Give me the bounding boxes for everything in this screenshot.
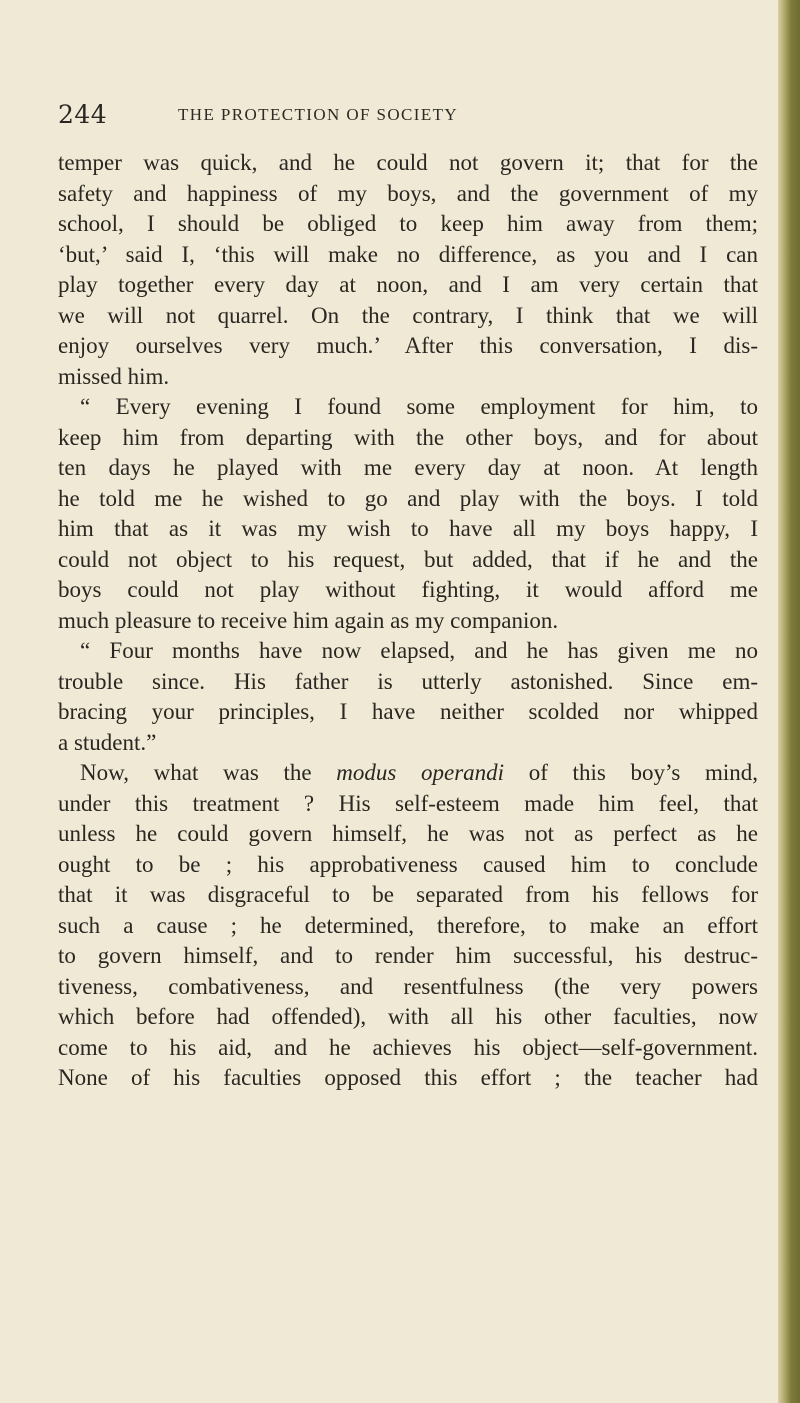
text-line: missed him. (58, 363, 170, 389)
text-line: tiveness, combativeness, and resentfulness (the very powers (58, 973, 758, 999)
text-line: boys could not play without fighting, it would afford me (58, 577, 758, 602)
text-line: safety and happiness of my boys, and the government of my (58, 180, 758, 206)
text-line: ten days he played with me every day at noon. At length (58, 455, 758, 480)
text-line: temper was quick, and he could not govern it; that for the (58, 150, 758, 175)
text-line: ‘but,’ said I, ‘this will make no difference, as you and I can (58, 241, 758, 267)
text-line: we will not quarrel. On the contrary, I think that we will (58, 302, 758, 328)
text-line: could not object to his request, but added, that if he and the (58, 546, 758, 572)
text-line: such a cause ; he determined, therefore, to make an effort (58, 912, 758, 938)
text-line: trouble since. His father is utterly astonished. Since em- (58, 668, 758, 694)
text-line: much pleasure to receive him again as my companion. (58, 607, 559, 633)
text-line: ought to be ; his approbativeness caused him to conclude (58, 851, 758, 877)
text-line: under this treatment ? His self-esteem made him feel, that (58, 790, 758, 816)
italic-phrase: modus operandi (336, 760, 505, 785)
text-line: to govern himself, and to render him successful, his destruc- (58, 943, 758, 968)
text-line: which before had offended), with all his other faculties, now (58, 1004, 758, 1029)
running-head: THE PROTECTION OF SOCIETY (178, 105, 459, 124)
body-text (58, 148, 758, 1094)
text-line: play together every day at noon, and I am very certain that (58, 272, 758, 297)
text-line: school, I should be obliged to keep him away from them; (58, 211, 758, 236)
text-line: bracing your principles, I have neither scolded nor whipped (58, 699, 758, 724)
text-line-modus-operandi: Now, what was the modus operandi of this boy’s mind, (80, 760, 758, 785)
page-number: 244 (58, 100, 108, 129)
text-line: he told me he wished to go and play with the boys. I told (58, 485, 758, 511)
text-line: come to his aid, and he achieves his object—self-government. (58, 1034, 758, 1060)
text-line: None of his faculties opposed this effort ; the teacher had (58, 1065, 758, 1090)
page-edge-shadow (778, 0, 800, 1403)
text-line: enjoy ourselves very much.’ After this conversation, I dis- (58, 333, 758, 358)
text-line: a student.” (58, 729, 157, 755)
page-header (58, 100, 758, 140)
text-line: unless he could govern himself, he was not as perfect as he (58, 821, 758, 846)
text-line: “ Every evening I found some employment for him, to (80, 394, 758, 419)
text-line: that it was disgraceful to be separated from his fellows for (58, 882, 758, 907)
text-line: keep him from departing with the other boys, and for about (58, 424, 758, 450)
text-line: “ Four months have now elapsed, and he has given me no (80, 638, 758, 663)
text-line: him that as it was my wish to have all my boys happy, I (58, 516, 758, 541)
